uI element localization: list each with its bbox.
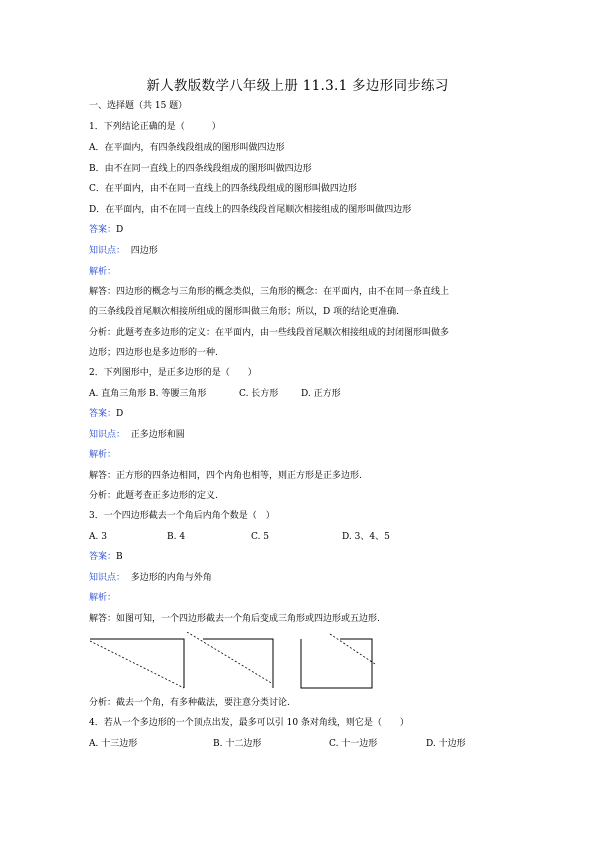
q1-stem: 1．下列结论正确的是（ ）	[89, 122, 221, 132]
q1-option-a: A．在平面内，有四条线段组成的图形叫做四边形	[89, 143, 285, 153]
answer-label: 答案：	[89, 225, 117, 235]
figure-pentagon-result	[301, 634, 375, 688]
q3-options	[89, 531, 509, 543]
q2-option-b: B. 等腰三角形	[149, 389, 207, 399]
answer-value: D	[116, 225, 124, 235]
q4-option-c: C. 十一边形	[329, 739, 378, 749]
q3-analysis-label: 解析：	[89, 593, 117, 603]
knowledge-label: 知识点：	[89, 573, 126, 583]
q4-stem: 4．若从一个多边形的一个顶点出发，最多可以引 10 条对角线，则它是（ ）	[89, 718, 409, 728]
q3-option-a: A. 3	[89, 532, 107, 542]
q3-comment-line-1: 分析：截去一个角，有多种截法，要注意分类讨论.	[89, 698, 290, 708]
q2-options	[89, 388, 509, 400]
q2-answer	[89, 408, 123, 420]
q1-answer	[89, 224, 123, 236]
answer-label: 答案：	[89, 552, 117, 562]
q1-solution-line-2: 的三条线段首尾顺次相接所组成的图形叫做三角形；所以，D 项的结论更准确.	[89, 307, 399, 317]
cut-corner-figures	[89, 632, 389, 692]
q4-options	[89, 738, 509, 750]
q2-option-d: D. 正方形	[301, 389, 341, 399]
q2-knowledge-point	[89, 429, 185, 441]
q4-option-d: D. 十边形	[426, 739, 466, 749]
q3-answer	[89, 551, 123, 563]
q1-comment-line-1: 分析：此题考查多边形的定义：在平面内，由一些线段首尾顺次相接组成的封闭图形叫做多	[89, 328, 450, 338]
q2-stem: 2．下列图形中，是正多边形的是（ ）	[89, 368, 257, 378]
knowledge-value: 正多边形和圆	[130, 430, 185, 440]
q2-solution-line-1: 解答：正方形的四条边相同，四个内角也相等，则正方形是正多边形.	[89, 471, 362, 481]
q3-stem: 3．一个四边形截去一个角后内角个数是（ ）	[89, 511, 275, 521]
figure-triangle-result	[90, 639, 184, 688]
q1-option-c: C．在平面内，由不在同一直线上的四条线段组成的图形叫做四边形	[89, 184, 357, 194]
figure-quadrilateral-result	[187, 632, 273, 688]
q4-option-a: A. 十三边形	[89, 739, 138, 749]
answer-label: 答案：	[89, 409, 117, 419]
q3-option-c: C. 5	[251, 532, 270, 542]
q2-option-c: C. 长方形	[239, 389, 279, 399]
q1-solution-line-1: 解答：四边形的概念与三角形的概念类似，三角形的概念：在平面内，由不在同一条直线上	[89, 287, 450, 297]
q3-option-b: B. 4	[167, 532, 186, 542]
q1-option-d: D．在平面内，由不在同一直线上的四条线段首尾顺次相接组成的图形叫做四边形	[89, 205, 412, 215]
q3-solution-line-1: 解答：如图可知，一个四边形截去一个角后变成三角形或四边形或五边形.	[89, 614, 380, 624]
knowledge-label: 知识点：	[89, 246, 126, 256]
knowledge-value: 四边形	[130, 246, 158, 256]
q1-option-b: B．由不在同一直线上的四条线段组成的图形叫做四边形	[89, 164, 312, 174]
q3-knowledge-point	[89, 572, 212, 584]
q2-analysis-label: 解析：	[89, 450, 117, 460]
q2-option-a: A. 直角三角形	[89, 389, 147, 399]
answer-value: B	[116, 552, 123, 562]
knowledge-value: 多边形的内角与外角	[130, 573, 212, 583]
page-title: 新人教版数学八年级上册 11.3.1 多边形同步练习	[146, 78, 449, 94]
q1-analysis-label: 解析：	[89, 267, 117, 277]
knowledge-label: 知识点：	[89, 430, 126, 440]
section-heading: 一、选择题（共 15 题）	[89, 101, 188, 111]
q4-option-b: B. 十二边形	[213, 739, 262, 749]
q1-knowledge-point	[89, 245, 158, 257]
q3-option-d: D. 3、4、5	[342, 532, 390, 542]
q2-comment-line-1: 分析：此题考查正多边形的定义.	[89, 491, 218, 501]
answer-value: D	[116, 409, 124, 419]
q1-comment-line-2: 边形；四边形也是多边形的一种.	[89, 348, 218, 358]
